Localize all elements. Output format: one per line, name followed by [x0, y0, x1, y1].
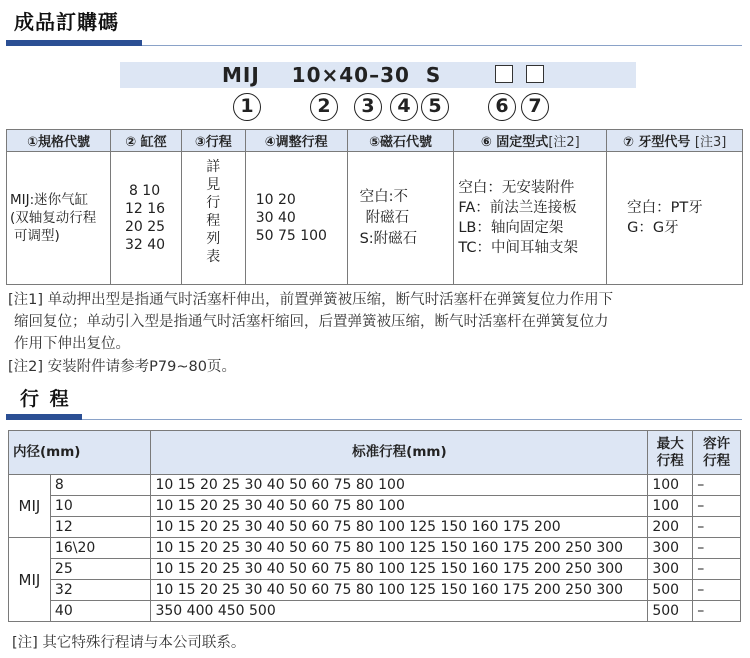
row-strokes: 10 15 20 25 30 40 50 60 75 80 100 125 150 160 175 200 250 300 — [151, 538, 648, 559]
spec-header-row — [7, 130, 743, 152]
row-allow: – — [693, 538, 741, 559]
row-strokes: 350 400 450 500 — [151, 601, 648, 622]
model-suffix: S — [425, 63, 442, 87]
row-bore: 10 — [50, 496, 151, 517]
row-allow: – — [693, 496, 741, 517]
row-strokes: 10 15 20 25 30 40 50 60 75 80 100 125 150 160 175 200 250 300 — [151, 559, 648, 580]
stroke-title-rule — [82, 419, 742, 420]
stroke-header-bore: 内径(mm) — [9, 431, 151, 475]
spec-cell-model: MIJ:迷你气缸 (双轴复动行程 可调型) — [7, 152, 111, 285]
spec-header-stroke: ③行程 — [181, 130, 245, 152]
spec-header-thread: ⑦ 牙型代号 [注3] — [607, 130, 743, 152]
row-bore: 8 — [50, 475, 151, 496]
marker-7: 7 — [521, 93, 549, 121]
row-allow: – — [693, 601, 741, 622]
row-bore: 16\20 — [50, 538, 151, 559]
stroke-table — [8, 430, 741, 622]
row-allow: – — [693, 517, 741, 538]
spec-body-row — [7, 152, 743, 285]
note-1-line-2: 缩回复位；单动引入型是指通气时活塞杆缩回，后置弹簧被压缩，断气时活塞杆在弹簧复位力 — [14, 314, 609, 330]
option-box-6 — [495, 65, 513, 83]
stroke-model-group-2: MIJ — [9, 538, 51, 622]
row-max: 300 — [648, 559, 693, 580]
row-bore: 12 — [50, 517, 151, 538]
row-max: 500 — [648, 580, 693, 601]
marker-4: 4 — [390, 93, 418, 121]
model-series: MIJ — [222, 63, 260, 87]
row-max: 300 — [648, 538, 693, 559]
note-1-line-1: [注1] 单动押出型是指通气时活塞杆伸出，前置弹簧被压缩，断气时活塞杆在弹簧复位力作用下 — [8, 292, 614, 308]
option-box-7 — [526, 65, 544, 83]
spec-header-bore: ② 缸徑 — [110, 130, 181, 152]
row-max: 100 — [648, 496, 693, 517]
row-allow: – — [693, 559, 741, 580]
table-row — [9, 580, 741, 601]
note-1-line-3: 作用下伸出复位。 — [14, 336, 130, 352]
model-spec: 10×40–30 — [291, 63, 410, 87]
table-row — [9, 475, 741, 496]
marker-1: 1 — [233, 93, 261, 121]
row-strokes: 10 15 20 25 30 40 50 60 75 80 100 — [151, 496, 648, 517]
stroke-header-standard: 标准行程(mm) — [151, 431, 648, 475]
page-title: 成品訂購碼 — [14, 10, 119, 34]
spec-header-adjust-stroke: ④调整行程 — [245, 130, 347, 152]
spec-cell-bore: 8 10 12 16 20 25 32 40 — [110, 152, 181, 285]
table-row — [9, 496, 741, 517]
spec-header-magnet: ⑤磁石代號 — [347, 130, 454, 152]
row-max: 200 — [648, 517, 693, 538]
title-rule — [142, 45, 742, 46]
spec-cell-mount: 空白：无安装附件 FA：前法兰连接板 LB：轴向固定架 TC：中间耳轴支架 — [454, 152, 607, 285]
row-allow: – — [693, 475, 741, 496]
marker-2: 2 — [310, 93, 338, 121]
table-row — [9, 601, 741, 622]
spec-cell-thread: 空白：PT牙 G：G牙 — [607, 152, 743, 285]
row-strokes: 10 15 20 25 30 40 50 60 75 80 100 125 150 160 175 200 250 300 — [151, 580, 648, 601]
row-strokes: 10 15 20 25 30 40 50 60 75 80 100 125 150 160 175 200 — [151, 517, 648, 538]
row-max: 500 — [648, 601, 693, 622]
model-code — [222, 62, 441, 88]
spec-header-spec-code: ①規格代號 — [7, 130, 111, 152]
stroke-title-underline-bar — [6, 414, 82, 420]
row-strokes: 10 15 20 25 30 40 50 60 75 80 100 — [151, 475, 648, 496]
marker-5: 5 — [421, 93, 449, 121]
table-row — [9, 538, 741, 559]
table-row — [9, 517, 741, 538]
spec-table — [6, 129, 743, 285]
table-row — [9, 559, 741, 580]
stroke-header-row — [9, 431, 741, 475]
row-max: 100 — [648, 475, 693, 496]
stroke-header-max: 最大 行程 — [648, 431, 693, 475]
spec-cell-adjust-stroke: 10 20 30 40 50 75 100 — [245, 152, 347, 285]
spec-cell-magnet: 空白:不 附磁石 S:附磁石 — [347, 152, 454, 285]
stroke-section-title: 行 程 — [20, 388, 71, 410]
row-bore: 40 — [50, 601, 151, 622]
stroke-model-group-1: MIJ — [9, 475, 51, 538]
spec-header-mount: ⑥ 固定型式[注2] — [454, 130, 607, 152]
row-allow: – — [693, 580, 741, 601]
marker-3: 3 — [354, 93, 382, 121]
spec-cell-stroke: 詳 見 行 程 列 表 — [181, 152, 245, 285]
row-bore: 32 — [50, 580, 151, 601]
row-bore: 25 — [50, 559, 151, 580]
footer-note: [注] 其它特殊行程请与本公司联系。 — [12, 635, 246, 651]
note-2: [注2] 安装附件请参考P79~80页。 — [8, 359, 236, 375]
stroke-header-allow: 容许 行程 — [693, 431, 741, 475]
marker-6: 6 — [488, 93, 516, 121]
title-underline-bar — [6, 40, 142, 46]
